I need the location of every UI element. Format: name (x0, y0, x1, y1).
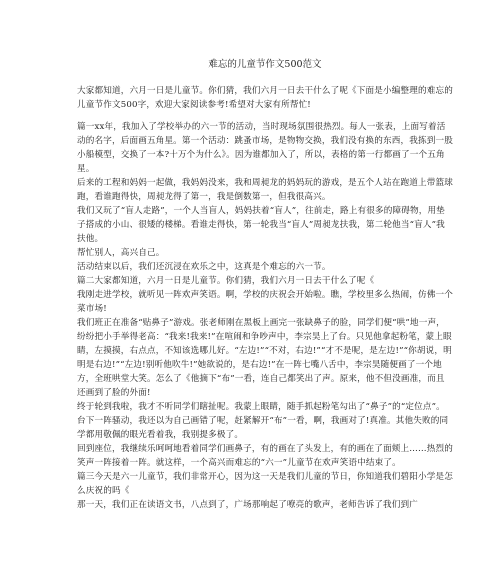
paragraph-3: 我们又玩了“盲人走路”，一个人当盲人，妈妈扶着“盲人”，往前走，路上有很多的障碍物，用垫子搭成的小山、很矮的楼梯。看谁走得快，第一轮我当“盲人”周昶龙扶我，第二轮他当“盲人”我扶他。 (77, 206, 445, 244)
paragraph-10: 回到座位，我继续乐呵呵地看着同学们画鼻子，有的画在了头发上，有的画在了面颊上……热烈的笑声一阵接着一阵。就这样，一个高兴而难忘的“六一”儿童节在欢声笑语中结束了。 (77, 444, 453, 468)
paragraph-7: 我刚走进学校，就听见一阵欢声笑语。啊，学校的庆祝会开始啦。瞧，学校里多么热闹，仿佛一个菜市场! (77, 290, 453, 314)
paragraph-2: 后来的工程和妈妈一起做，我妈妈没来，我和周昶龙的妈妈玩的游戏，是五个人站在跑道上带篮球跑，看谁跑得快，周昶龙得了第一，我是倒数第一，但我很高兴。 (77, 178, 453, 202)
intro-paragraph: 大家都知道，六月一日是儿童节。你们猜，我们六月一日去干什么了呢《下面是小编整理的难忘的儿童节作文500字，欢迎大家阅读参考!希望对大家有所帮忙! (77, 86, 453, 110)
document-title: 难忘的儿童节作文500范文 (208, 59, 322, 70)
paragraph-4: 帮忙别人，高兴自己。 (77, 248, 165, 258)
paragraph-6: 篇二大家都知道，六月一日是儿童节。你们猜，我们六月一日去干什么了呢《 (77, 276, 375, 286)
paragraph-12: 那一天，我们正在读语文书，八点到了，广场那响起了嘹亮的歌声，老师告诉了我们到广 (77, 500, 419, 510)
paragraph-9: 终于轮到我啦，我才不听同学们瞎扯呢。我蒙上眼睛，随手抓起粉笔勾出了“鼻子”的“定位点”。台下一阵骚动，我还以为自己画错了呢，赶紧解开“布”一看，啊，我画对了!真准。其他失败的同学都用敬佩的眼光看着我，我别提多极了。 (77, 402, 449, 440)
paragraph-gap (77, 112, 453, 120)
paragraph-8: 我们班正在准备“贴鼻子”游戏。张老师刚在黑板上画完一张缺鼻子的脸，同学们便“哄”地一声，纷纷把小手举得老高：“我来!我来!”在喧闹和争吵声中，李宗昊上了台。只见他拿起粉笔，蒙上眼睛，左摸摸，右点点，不知该选哪儿好。“左边!”“不对，右边!”“才不是呢，是左边!”“你胡说，明明是右边!”“左边!别听他吹牛!”她欲说的，是右边!”在一阵七嘴八舌中，李宗昊随便画了一个地方，全班哄堂大笑。怎么了《他摘下“布”一看，连自己都笑出了声。原来，他不但没画准，而且还画到了脸的外面! (77, 318, 452, 398)
paragraph-1: 篇一xx年，我加入了学校举办的六一节的活动，当时现场氛围很热烈。每人一张表，上面写着活动的名字，后面画五角星。第一个活动：跳蚤市场，是物物交换，我们没有换的东西，我拣到一股小船模型，交换了一本?十万个为什么》。因为谁都加入了，所以，表格的第一行都画了一个五角星。 (77, 122, 453, 174)
paragraph-5: 活动结束以后，我们还沉浸在欢乐之中，这真是个难忘的六一节。 (77, 262, 331, 272)
paragraph-11: 篇三今天是六一儿童节，我们非常开心，因为这一天是我们儿童的节日，你知道我们碧阳小学是怎么庆祝的吗《 (77, 472, 453, 496)
